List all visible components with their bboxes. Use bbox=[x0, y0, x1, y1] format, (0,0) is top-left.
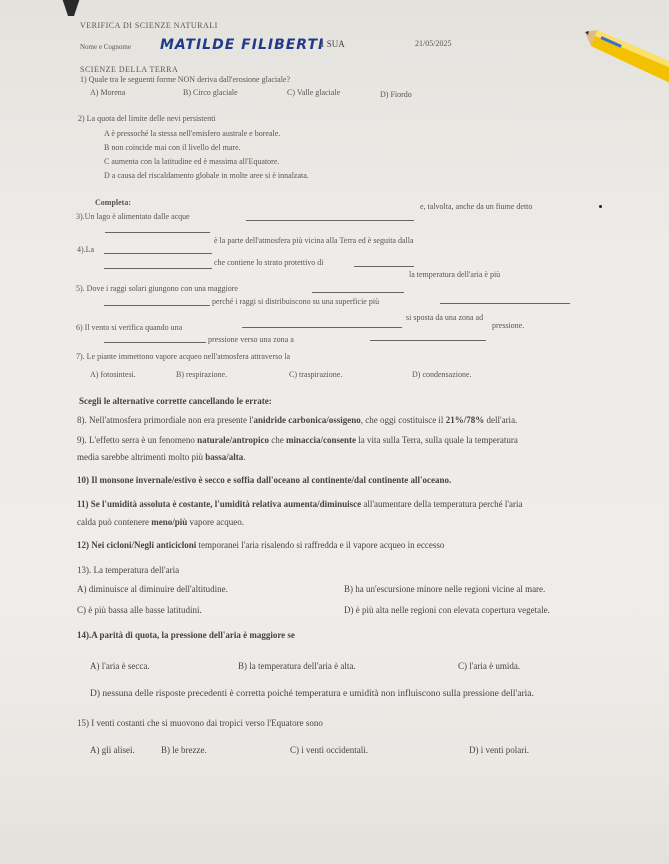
q7-option-a: A) fotosintesi. bbox=[90, 370, 136, 379]
complete-section-title: Completa: bbox=[95, 198, 131, 207]
class-label: 1 SUA bbox=[320, 39, 345, 49]
question-1-text: 1) Quale tra le seguenti forme NON deriva dall'erosione glaciale? bbox=[80, 75, 291, 84]
q14-option-d: D) nessuna delle risposte precedenti è corretta poiché temperatura e umidità non influiscono sulla pressione dell'aria. bbox=[90, 689, 534, 699]
question-5-text-b: la temperatura dell'aria è più bbox=[409, 270, 501, 279]
question-15-text: 15) I venti costanti che si muovono dai tropici verso l'Equatore sono bbox=[77, 718, 323, 728]
question-9-text-line1: 9). L'effetto serra è un fenomeno naturale/antropico che minaccia/consente la vita sulla Terra, sulla quale la temperatura bbox=[77, 435, 518, 445]
question-4-text-a: 4).La bbox=[77, 245, 95, 254]
pen-clip-icon bbox=[60, 0, 82, 18]
page-bottom-shadow bbox=[0, 780, 669, 864]
student-name: MATILDE FILIBERTI bbox=[160, 37, 325, 53]
question-2-text: 2) La quota del limite delle nevi persistenti bbox=[78, 114, 216, 123]
q15-option-c: C) i venti occidentali. bbox=[290, 745, 368, 755]
question-3-text-b: e, talvolta, anche da un fiume detto bbox=[420, 202, 533, 211]
question-12-text: 12) Nei cicloni/Negli anticicloni temporanei l'aria risalendo si raffredda e il vapore acqueo in eccesso bbox=[77, 540, 445, 550]
question-13-text: 13). La temperatura dell'aria bbox=[77, 565, 180, 575]
question-5-text-a: 5). Dove i raggi solari giungono con una maggiore bbox=[76, 284, 238, 293]
q4-blank-3[interactable] bbox=[354, 266, 414, 267]
q5-blank-3[interactable] bbox=[440, 303, 570, 304]
q2-option-a: A è pressoché la stessa nell'emisfero australe e boreale. bbox=[104, 129, 281, 138]
q1-option-b: B) Circo glaciale bbox=[183, 88, 238, 97]
question-7-text: 7). Le piante immettono vapore acqueo nell'atmosfera attraverso la bbox=[76, 352, 291, 361]
question-5-text-c: perché i raggi si distribuiscono su una superficie più bbox=[212, 297, 380, 306]
q6-blank-1[interactable] bbox=[242, 327, 402, 328]
q2-option-b: B non coincide mai con il livello del mare. bbox=[104, 143, 241, 152]
question-14-text: 14).A parità di quota, la pressione dell'aria è maggiore se bbox=[77, 630, 295, 640]
q15-option-a: A) gli alisei. bbox=[90, 745, 135, 755]
question-11-text-line2: calda può contenere meno/più vapore acqueo. bbox=[77, 517, 244, 527]
q13-option-c: C) è più bassa alle basse latitudini. bbox=[77, 605, 202, 615]
q14-option-c: C) l'aria è umida. bbox=[458, 661, 521, 671]
q3-blank-2[interactable] bbox=[105, 232, 210, 233]
question-4-text-c: che contiene lo strato protettivo di bbox=[214, 258, 324, 267]
q4-blank-2[interactable] bbox=[104, 268, 212, 269]
question-6-text-a: 6) Il vento si verifica quando una bbox=[76, 323, 183, 332]
q15-option-d: D) i venti polari. bbox=[469, 745, 529, 755]
question-6-text-c: pressione verso una zona a bbox=[208, 335, 294, 344]
question-6-text-b: si sposta da una zona ad bbox=[406, 313, 484, 322]
q14-option-a: A) l'aria è secca. bbox=[90, 661, 150, 671]
q13-option-b: B) ha un'escursione minore nelle regioni vicine al mare. bbox=[344, 584, 546, 594]
q1-option-d: D) Fiordo bbox=[380, 90, 412, 99]
q13-option-a: A) diminuisce al diminuire dell'altitudine. bbox=[77, 584, 228, 594]
q1-option-c: C) Valle glaciale bbox=[287, 88, 341, 97]
question-11-text-line1: 11) Se l'umidità assoluta è costante, l'umidità relativa aumenta/diminuisce all'aumentare della temperatura perché l'aria bbox=[77, 499, 523, 509]
question-10-text: 10) Il monsone invernale/estivo è secco e soffia dall'oceano al continente/dal continente all'oceano. bbox=[77, 475, 452, 485]
worksheet-title: VERIFICA DI SCIENZE NATURALI bbox=[80, 21, 218, 30]
question-6-text-d: pressione. bbox=[492, 321, 525, 330]
q2-option-d: D a causa del riscaldamento globale in molte aree si è innalzata. bbox=[104, 171, 309, 180]
date-label: 21/05/2025 bbox=[415, 39, 452, 48]
pencil-icon bbox=[585, 20, 669, 90]
question-9-text-line2: media sarebbe altrimenti molto più bassa/alta. bbox=[77, 452, 246, 462]
q1-option-a: A) Morena bbox=[90, 88, 126, 97]
q7-option-d: D) condensazione. bbox=[412, 370, 472, 379]
q5-blank-1[interactable] bbox=[312, 292, 404, 293]
name-label: Nome e Cognome bbox=[80, 43, 131, 51]
q13-option-d: D) è più alta nelle regioni con elevata copertura vegetale. bbox=[344, 605, 550, 615]
q7-option-c: C) traspirazione. bbox=[289, 370, 343, 379]
q7-option-b: B) respirazione. bbox=[176, 370, 228, 379]
q3-blank-1[interactable] bbox=[246, 220, 414, 221]
question-3-text-a: 3).Un lago è alimentato dalle acque bbox=[76, 212, 190, 221]
q4-blank-1[interactable] bbox=[104, 253, 212, 254]
question-8-text: 8). Nell'atmosfera primordiale non era presente l'anidride carbonica/ossigeno, che oggi costituisce il 21%/78% dell'aria. bbox=[77, 415, 518, 425]
q5-blank-2[interactable] bbox=[104, 305, 210, 306]
q15-option-b: B) le brezze. bbox=[161, 745, 207, 755]
q14-option-b: B) la temperatura dell'aria è alta. bbox=[238, 661, 356, 671]
q2-option-c: C aumenta con la latitudine ed è massima all'Equatore. bbox=[104, 157, 280, 166]
choose-section-title: Scegli le alternative corrette cancellando le errate: bbox=[79, 396, 272, 406]
q6-blank-2[interactable] bbox=[104, 342, 206, 343]
section-title: SCIENZE DELLA TERRA bbox=[80, 65, 179, 74]
question-4-text-b: è la parte dell'atmosfera più vicina alla Terra ed è seguita dalla bbox=[214, 236, 414, 245]
margin-dot bbox=[599, 205, 602, 208]
q6-blank-3[interactable] bbox=[370, 340, 486, 341]
